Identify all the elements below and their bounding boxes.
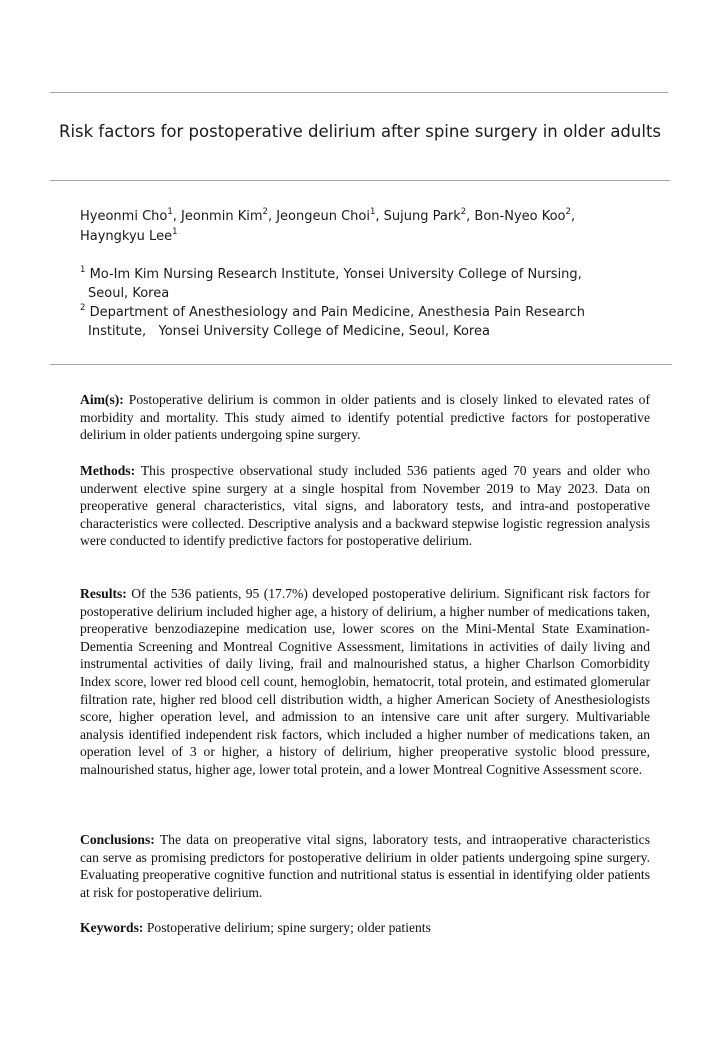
affiliation-divider <box>50 364 672 365</box>
section-text: This prospective observational study included 536 patients aged 70 years and older who underwent elective spine surgery at a single hospital from November 2019 to May 2023. Data on preoperative general characteristics, vital signs, and laboratory tests, and intra-and postoperative characteristics were collected. Descriptive analysis and a backward stepwise logistic regression analysis were conducted to identify predictive factors for postoperative delirium. <box>80 463 651 549</box>
author: Jeonmin Kim$^2$, <box>181 206 277 224</box>
abstract-keywords <box>80 919 650 937</box>
affiliation-line: Institute, Yonsei University College of Medicine, Seoul, Korea <box>88 324 490 339</box>
section-text: Postoperative delirium; spine surgery; older patients <box>146 920 431 935</box>
section-text: The data on preoperative vital signs, laboratory tests, and intraoperative characteristics can serve as promising predictors for postoperative delirium in older patients undergoing spine surgery. Evaluating preoperative cognitive function and nutritional status is essential in identifying older patients at risk for postoperative delirium. <box>80 832 650 900</box>
author-list <box>80 207 640 247</box>
author: Bon-Nyeo Koo$^2$, <box>474 206 576 224</box>
author: Jeongeun Choi$^1$, <box>276 206 384 224</box>
section-text: Of the 536 patients, 95 (17.7%) developed postoperative delirium. Significant risk factors for postoperative delirium included higher age, a history of delirium, a higher number of medications taken, preoperative benzodiazepine medication use, lower scores on the Mini-Mental State Examination- Dementia Screening and Montreal Cognitive Assessment, limitations in activities of daily living and instrumental activities of daily living, frail and malnourished status, a higher Charlson Comorbidity Index score, lower red blood cell count, hemoglobin, hematocrit, total protein, and estimated glomerular filtration rate, higher red blood cell distribution width, a higher American Society of Anesthesiologists score, higher operation level, and admission to an intensive care unit after surgery. Multivariable analysis identified independent risk factors, which included a higher number of medications taken, an operation level of 3 or higher, a history of delirium, higher preoperative systolic blood pressure, malnourished status, higher age, lower total protein, and a lower Montreal Cognitive Assessment score. <box>80 586 650 777</box>
abstract-methods <box>80 462 650 550</box>
author-line-1 <box>80 207 640 227</box>
author: Hyeonmi Cho$^1$, <box>80 206 182 224</box>
author-line-2 <box>80 227 640 247</box>
affiliation-line: Seoul, Korea <box>88 286 170 301</box>
affiliation-2 <box>80 303 640 341</box>
abstract-aims <box>80 391 650 444</box>
affiliation-1 <box>80 265 640 303</box>
section-text: Postoperative delirium is common in older patients and is closely linked to elevated rates of morbidity and mortality. This study aimed to identify potential predictive factors for postoperative delirium in older patients undergoing spine surgery. <box>80 392 650 443</box>
section-label: Aim(s): <box>80 392 124 407</box>
author: Hayngkyu Lee$^1$ <box>80 226 178 244</box>
affiliation-line: $^1$ Mo-Im Kim Nursing Research Institute, Yonsei University College of Nursing, <box>80 264 582 282</box>
section-label: Methods: <box>80 463 136 478</box>
paper-title: Risk factors for postoperative delirium after spine surgery in older adults <box>58 122 662 141</box>
abstract-results <box>80 585 650 779</box>
section-label: Keywords: <box>80 920 144 935</box>
top-divider <box>50 92 668 93</box>
author: Sujung Park$^2$, <box>383 206 475 224</box>
affiliation-line: $^2$ Department of Anesthesiology and Pain Medicine, Anesthesia Pain Research <box>80 302 585 320</box>
title-divider <box>50 180 670 181</box>
section-label: Results: <box>80 586 127 601</box>
section-label: Conclusions: <box>80 832 155 847</box>
abstract-conclusions <box>80 831 650 901</box>
